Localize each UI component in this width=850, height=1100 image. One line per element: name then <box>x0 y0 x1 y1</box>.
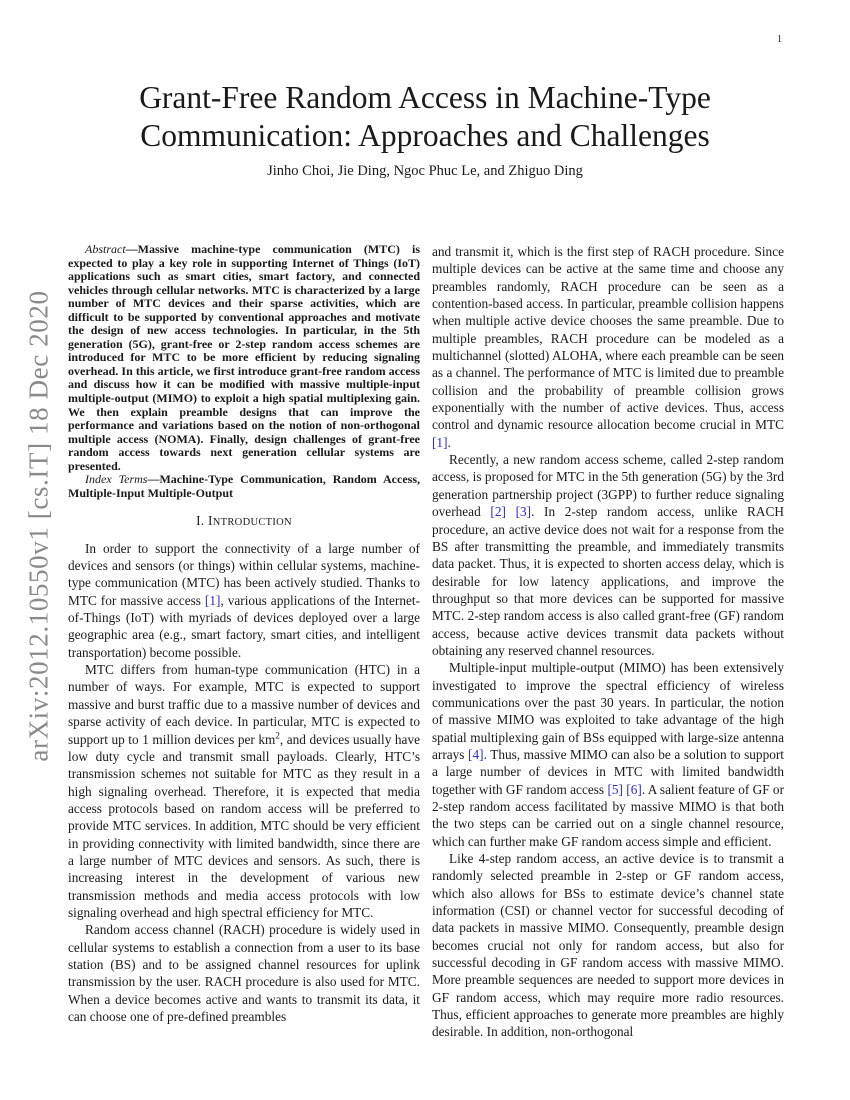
body-paragraph: Like 4-step random access, an active device is to transmit a randomly selected preamble in 2-step or GF random access, which also allows for BSs to estimate device’s channel state information (CSI) or channel vector for successful decoding of data packets in massive MIMO. Consequently, preamble design becomes crucial not only for random access, but also for successful decoding in GF random access with massive MIMO. More preamble sequences are needed to support more devices in GF random access, which may require more radio resources. Thus, efficient approaches to generate more preambles are highly desirable. In addition, non-orthogonal <box>432 851 784 1040</box>
index-terms-label: Index Terms <box>85 472 148 487</box>
abstract-text: —Massive machine-type communication (MTC) is expected to play a key role in supporting Internet of Things (IoT) applications such as smart cities, smart factory, and connected vehicles through cellular networks. MTC is characterized by a large number of MTC devices and their sparse activities, which are difficult to be supported by conventional approaches and motivate the design of new access technologies. In particular, in the 5th generation (5G), grant-free or 2-step random access schemes are introduced for MTC to be more efficient by reducing signaling overhead. In this article, we first introduce grant-free random access and discuss how it can be modified with massive multiple-input multiple-output (MIMO) to exploit a high spatial multiplexing gain. We then explain preamble designs that can improve the performance and variations based on the notion of non-orthogonal multiple access (NOMA). Finally, design challenges of grant-free random access towards next generation cellular systems are presented. <box>68 242 420 473</box>
index-terms-text: —Machine-Type Communication, Random Access, Multiple-Input Multiple-Output <box>68 472 420 500</box>
arxiv-identifier-text: arXiv:2012.10550v1 [cs.IT] 18 Dec 2020 <box>23 290 54 762</box>
index-terms <box>68 473 420 500</box>
citation-link[interactable]: [2] <box>490 504 506 520</box>
right-column <box>432 243 784 1041</box>
section-number: I. I <box>196 513 213 529</box>
section-title-rest: NTRODUCTION <box>212 517 292 529</box>
body-paragraph: and transmit it, which is the first step of RACH procedure. Since multiple devices can be active at the same time and choose any preambles randomly, RACH procedure can be seen as a contention-based access. In particular, preamble collision happens when multiple active device chooses the same preamble. Due to multiple preambles, RACH procedure can be modeled as a multichannel (slotted) ALOHA, where each preamble can be seen as a channel. The performance of MTC is limited due to preamble collision and the probability of preamble collision grows exponentially with the number of active devices. Thus, access control and dynamic resource allocation become crucial in MTC [1]. <box>432 244 784 450</box>
body-paragraph: In order to support the connectivity of a large number of devices and sensors (or things) within cellular systems, machine-type communication (MTC) has been actively studied. Thanks to MTC for massive access [1], various applications of the Internet-of-Things (IoT) with myriads of devices deployed over a large geographic area (e.g., smart factory, smart cities, and intelligent transportation) become possible. <box>68 540 420 660</box>
title-line-1: Grant-Free Random Access in Machine-Type <box>139 80 711 115</box>
section-heading-introduction <box>68 512 420 531</box>
paper-title <box>66 79 784 155</box>
body-paragraph: MTC differs from human-type communication (HTC) in a number of ways. For example, MTC is expected to support massive and burst traffic due to a massive number of devices and sparse activity of each device. In particular, MTC is expected to support up to 1 million devices per $km^2$, and devices usually have low duty cycle and transmit small payloads. Clearly, HTC’s transmission schemes not suitable for MTC as they result in a high signaling overhead. Therefore, it is expected that media access protocols based on random access will be preferred to provide MTC services. In addition, MTC should be very efficient in providing connectivity with limited bandwidth, since there are a large number of MTC devices and sensors. As such, there is increasing interest in the development of various new transmission methods and media access protocols with low signaling overhead and high spectral efficiency for MTC. <box>68 662 420 920</box>
superscript: 2 <box>275 730 280 741</box>
citation-link[interactable]: [6] <box>626 781 642 797</box>
page-number: 1 <box>777 34 782 45</box>
citation-link[interactable]: [1] <box>432 434 448 450</box>
arxiv-identifier <box>10 290 68 762</box>
abstract <box>68 243 420 473</box>
author-list: Jinho Choi, Jie Ding, Ngoc Phuc Le, and Zhiguo Ding <box>267 163 583 179</box>
citation-link[interactable]: [5] <box>607 781 623 797</box>
citation-link[interactable]: [3] <box>515 504 532 520</box>
citation-link[interactable]: [4] <box>468 746 484 762</box>
abstract-label: Abstract <box>85 242 126 256</box>
title-line-2: Communication: Approaches and Challenges <box>140 118 710 153</box>
left-column <box>68 243 420 1025</box>
citation-link[interactable]: [1] <box>204 592 221 608</box>
body-paragraph: Random access channel (RACH) procedure is widely used in cellular systems to establish a connection from a user to its base station (BS) and to be assigned channel resources for uplink transmission by the user. RACH procedure is also used for MTC. When a device becomes active and wants to transmit its data, it can choose one of pre-defined preambles <box>68 922 420 1025</box>
body-paragraph: Multiple-input multiple-output (MIMO) has been extensively investigated to improve the spectral efficiency of wireless communications over the past 30 years. In particular, the notion of massive MIMO was exploited to take advantage of the high spatial multiplexing gain of BSs equipped with large-size antenna arrays [4]. Thus, massive MIMO can also be a solution to support a large number of devices in MTC with limited bandwidth together with GF random access [5] [6]. A salient feature of GF or 2-step random access facilitated by massive MIMO is that both the two steps can be carried out on a single channel resource, which can further make GF random access simple and efficient. <box>432 660 785 849</box>
body-paragraph: Recently, a new random access scheme, called 2-step random access, is proposed for MTC in the 5th generation (5G) by the 3rd generation partnership project (3GPP) to further reduce signaling overhead [2] [3]. In 2-step random access, unlike RACH procedure, an active device does not wait for a response from the BS after transmitting the preamble, and immediately transmits data packet. Thus, it is expected to shorten access delay, which is desirable for low latency applications, and improve the throughput so that more devices can be supported for massive MTC. 2-step random access is also called grant-free (GF) random access, because active devices transmit data packets without obtaining any reserved channel resources. <box>432 452 784 658</box>
